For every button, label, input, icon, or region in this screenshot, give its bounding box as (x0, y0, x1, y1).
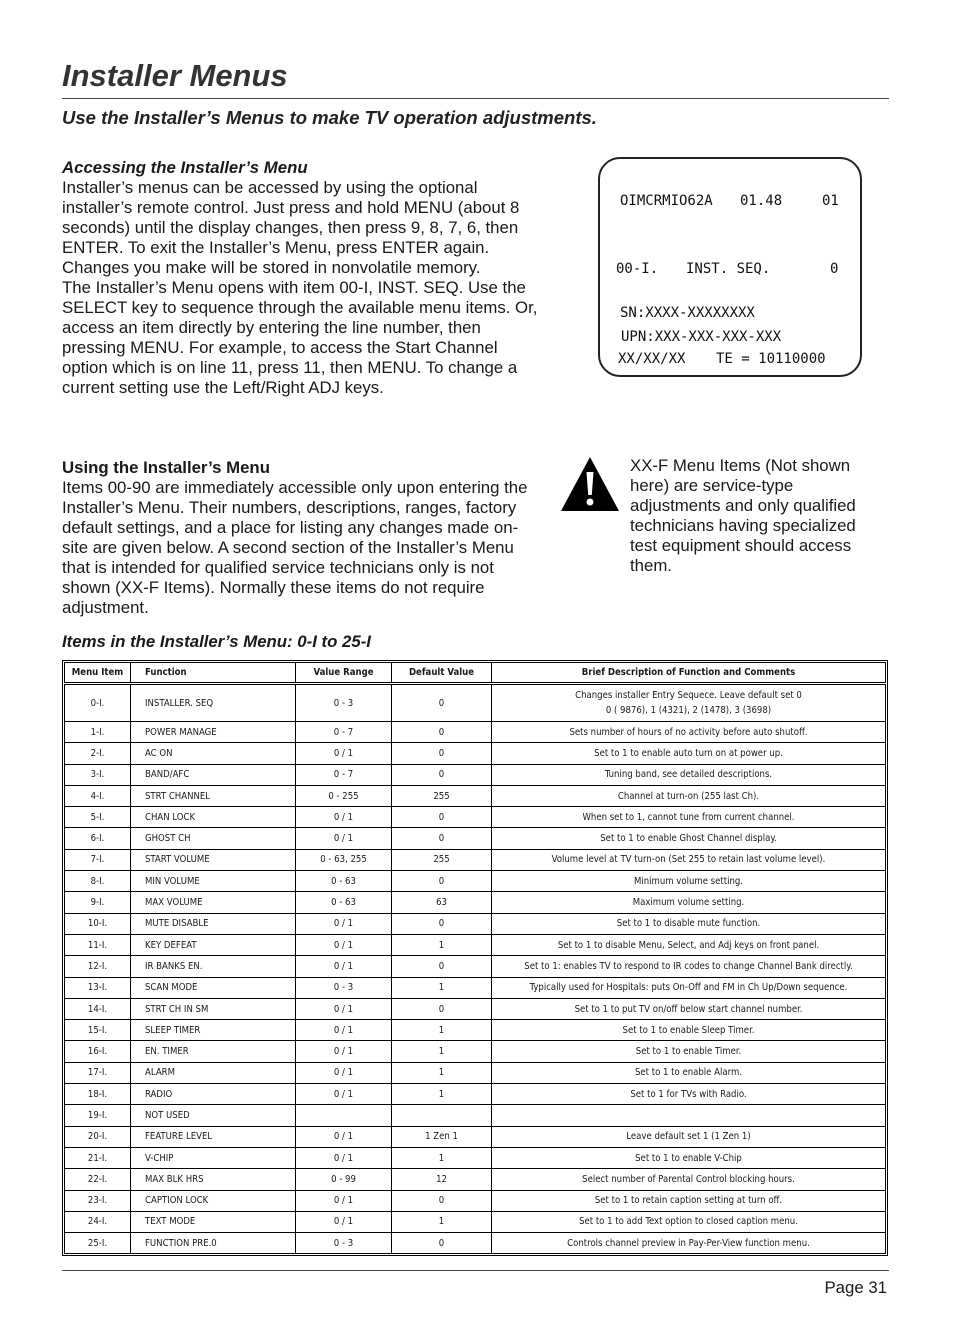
cell-default-value: 0 (392, 684, 492, 722)
cell-default-value: 0 (392, 764, 492, 785)
cell-description: Set to 1 to disable Menu, Select, and Adj keys on front panel. (492, 934, 886, 955)
cell-menu-item: 8-I. (65, 871, 131, 892)
cell-default-value: 1 (392, 1147, 492, 1168)
cell-default-value: 1 (392, 934, 492, 955)
table-row (65, 1190, 886, 1211)
cell-value-range: 0 - 99 (296, 1169, 392, 1190)
cell-description: Set to 1 to enable V-Chip (492, 1147, 886, 1168)
cell-value-range: 0 - 7 (296, 764, 392, 785)
table-row (65, 849, 886, 870)
cell-value-range: 0 - 63 (296, 871, 392, 892)
accessing-heading: Accessing the Installer’s Menu (62, 158, 308, 177)
cell-menu-item: 9-I. (65, 892, 131, 913)
cell-function: TEXT MODE (131, 1211, 296, 1232)
cell-description-line: 0 ( 9876), 1 (4321), 2 (1478), 3 (3698) (605, 705, 772, 716)
cell-menu-item: 15-I. (65, 1020, 131, 1041)
cell-menu-item: 11-I. (65, 934, 131, 955)
display-date: XX/XX/XX (618, 351, 686, 367)
table-row (65, 1126, 886, 1147)
cell-menu-item: 2-I. (65, 743, 131, 764)
cell-value-range: 0 / 1 (296, 828, 392, 849)
table-title: Items in the Installer’s Menu: 0-I to 25-I (62, 632, 371, 651)
cell-function: STRT CHANNEL (131, 785, 296, 806)
cell-function: AC ON (131, 743, 296, 764)
table-header-row (65, 663, 886, 684)
cell-value-range: 0 / 1 (296, 1041, 392, 1062)
cell-function: FEATURE LEVEL (131, 1126, 296, 1147)
table-row (65, 722, 886, 743)
warning-exclamation-dot (587, 499, 594, 506)
cell-description (492, 684, 886, 722)
table-row (65, 1020, 886, 1041)
table-row (65, 1233, 886, 1254)
cell-function: KEY DEFEAT (131, 934, 296, 955)
cell-value-range: 0 - 255 (296, 785, 392, 806)
cell-function: MAX VOLUME (131, 892, 296, 913)
cell-description: Set to 1 to retain caption setting at turn off. (492, 1190, 886, 1211)
table-row (65, 934, 886, 955)
cell-description: Set to 1: enables TV to respond to IR codes to change Channel Bank directly. (492, 956, 886, 977)
cell-function: INSTALLER. SEQ (131, 684, 296, 722)
cell-default-value: 0 (392, 722, 492, 743)
cell-default-value (392, 1105, 492, 1126)
cell-value-range: 0 / 1 (296, 1020, 392, 1041)
header-value-range: Value Range (296, 663, 392, 684)
title-divider (62, 98, 889, 99)
cell-value-range: 0 - 63, 255 (296, 849, 392, 870)
table-row (65, 1211, 886, 1232)
table-row (65, 956, 886, 977)
cell-value-range: 0 / 1 (296, 1190, 392, 1211)
cell-function: IR BANKS EN. (131, 956, 296, 977)
cell-function: RADIO (131, 1084, 296, 1105)
cell-description: Controls channel preview in Pay-Per-View function menu. (492, 1233, 886, 1254)
cell-menu-item: 17-I. (65, 1062, 131, 1083)
cell-value-range: 0 - 3 (296, 684, 392, 722)
cell-function: FUNCTION PRE.0 (131, 1233, 296, 1254)
cell-function: MIN VOLUME (131, 871, 296, 892)
page-subtitle: Use the Installer’s Menus to make TV operation adjustments. (62, 107, 597, 128)
cell-default-value: 1 Zen 1 (392, 1126, 492, 1147)
cell-description: Minimum volume setting. (492, 871, 886, 892)
cell-function: MUTE DISABLE (131, 913, 296, 934)
table-row (65, 743, 886, 764)
cell-description: Set to 1 to put TV on/off below start channel number. (492, 998, 886, 1019)
cell-default-value: 1 (392, 1084, 492, 1105)
cell-description: Set to 1 to enable Ghost Channel display. (492, 828, 886, 849)
header-menu-item: Menu Item (65, 663, 131, 684)
header-description: Brief Description of Function and Comments (492, 663, 886, 684)
cell-function: CAPTION LOCK (131, 1190, 296, 1211)
tv-display-screen (598, 157, 862, 377)
cell-description: Channel at turn-on (255 last Ch). (492, 785, 886, 806)
cell-value-range: 0 / 1 (296, 807, 392, 828)
cell-value-range: 0 - 3 (296, 977, 392, 998)
footer-divider (62, 1270, 889, 1271)
display-item-number: 00-I. (616, 261, 659, 277)
cell-default-value: 12 (392, 1169, 492, 1190)
cell-default-value: 0 (392, 956, 492, 977)
cell-function: NOT USED (131, 1105, 296, 1126)
display-code: 01 (822, 193, 839, 209)
cell-description: Volume level at TV turn-on (Set 255 to retain last volume level). (492, 849, 886, 870)
table-row (65, 828, 886, 849)
accessing-section (62, 158, 542, 398)
cell-default-value: 1 (392, 977, 492, 998)
cell-menu-item: 1-I. (65, 722, 131, 743)
cell-function: ALARM (131, 1062, 296, 1083)
table-row (65, 1041, 886, 1062)
cell-default-value: 63 (392, 892, 492, 913)
table-row (65, 998, 886, 1019)
cell-value-range: 0 / 1 (296, 998, 392, 1019)
display-te: TE = 10110000 (716, 351, 826, 367)
cell-description: Tuning band, see detailed descriptions. (492, 764, 886, 785)
display-version: 01.48 (740, 193, 783, 209)
cell-default-value: 0 (392, 871, 492, 892)
cell-default-value: 0 (392, 913, 492, 934)
cell-function: BAND/AFC (131, 764, 296, 785)
cell-description: Set to 1 to enable auto turn on at power up. (492, 743, 886, 764)
table-row (65, 1105, 886, 1126)
cell-description: Sets number of hours of no activity before auto shutoff. (492, 722, 886, 743)
cell-menu-item: 25-I. (65, 1233, 131, 1254)
cell-menu-item: 6-I. (65, 828, 131, 849)
cell-menu-item: 18-I. (65, 1084, 131, 1105)
cell-value-range: 0 - 63 (296, 892, 392, 913)
table-row (65, 913, 886, 934)
cell-value-range: 0 / 1 (296, 1062, 392, 1083)
cell-default-value: 0 (392, 743, 492, 764)
accessing-paragraph-1: Installer’s menus can be accessed by using the optional installer’s remote control. Just press and hold MENU (about 8 seconds) until the display changes, then press 9, 8, 7, 6, then ENTER. To exit the Installer’s Menu, press ENTER again. Changes you make will be stored in nonvolatile memory. (62, 178, 520, 277)
cell-description: Typically used for Hospitals: puts On-Off and FM in Ch Up/Down sequence. (492, 977, 886, 998)
installer-menu-table (62, 660, 888, 1256)
cell-description: Set to 1 to enable Sleep Timer. (492, 1020, 886, 1041)
cell-value-range: 0 - 3 (296, 1233, 392, 1254)
using-heading: Using the Installer’s Menu (62, 458, 270, 477)
cell-description: Set to 1 to disable mute function. (492, 913, 886, 934)
cell-menu-item: 20-I. (65, 1126, 131, 1147)
cell-menu-item: 13-I. (65, 977, 131, 998)
cell-menu-item: 12-I. (65, 956, 131, 977)
cell-value-range (296, 1105, 392, 1126)
cell-default-value: 255 (392, 849, 492, 870)
cell-description (492, 1105, 886, 1126)
cell-description: Set to 1 for TVs with Radio. (492, 1084, 886, 1105)
display-item-value: 0 (830, 261, 839, 277)
cell-menu-item: 5-I. (65, 807, 131, 828)
cell-function: START VOLUME (131, 849, 296, 870)
cell-function: MAX BLK HRS (131, 1169, 296, 1190)
cell-menu-item: 0-I. (65, 684, 131, 722)
display-upn: UPN:XXX-XXX-XXX-XXX (621, 329, 782, 345)
cell-value-range: 0 / 1 (296, 1147, 392, 1168)
using-section (62, 458, 542, 618)
cell-value-range: 0 / 1 (296, 1211, 392, 1232)
table-row (65, 1062, 886, 1083)
cell-function: POWER MANAGE (131, 722, 296, 743)
cell-function: GHOST CH (131, 828, 296, 849)
display-serial: SN:XXXX-XXXXXXXX (620, 305, 755, 321)
accessing-paragraph-2: The Installer’s Menu opens with item 00-I, INST. SEQ. Use the SELECT key to sequence through the available menu items. Or, access an item directly by entering the line number, then pressing MENU. For example, to access the Start Channel option which is on line 11, press 11, then MENU. To change a current setting use the Left/Right ADJ keys. (62, 278, 538, 397)
cell-default-value: 255 (392, 785, 492, 806)
cell-description: Leave default set 1 (1 Zen 1) (492, 1126, 886, 1147)
cell-default-value: 0 (392, 1190, 492, 1211)
table-row (65, 1084, 886, 1105)
table-row (65, 871, 886, 892)
cell-description: Set to 1 to enable Alarm. (492, 1062, 886, 1083)
table-row (65, 764, 886, 785)
cell-menu-item: 4-I. (65, 785, 131, 806)
cell-default-value: 0 (392, 998, 492, 1019)
cell-menu-item: 23-I. (65, 1190, 131, 1211)
cell-default-value: 0 (392, 828, 492, 849)
cell-function: SLEEP TIMER (131, 1020, 296, 1041)
cell-function: EN. TIMER (131, 1041, 296, 1062)
warning-text: XX-F Menu Items (Not shown here) are service-type adjustments and only qualified technicians having specialized test equipment should access them. (630, 456, 856, 575)
cell-function: SCAN MODE (131, 977, 296, 998)
cell-menu-item: 22-I. (65, 1169, 131, 1190)
cell-value-range: 0 / 1 (296, 913, 392, 934)
cell-value-range: 0 / 1 (296, 1126, 392, 1147)
cell-default-value: 1 (392, 1020, 492, 1041)
cell-menu-item: 7-I. (65, 849, 131, 870)
table-row (65, 684, 886, 722)
table-row (65, 1147, 886, 1168)
cell-menu-item: 21-I. (65, 1147, 131, 1168)
cell-default-value: 1 (392, 1062, 492, 1083)
header-function: Function (131, 663, 296, 684)
table-row (65, 1169, 886, 1190)
cell-value-range: 0 - 7 (296, 722, 392, 743)
cell-value-range: 0 / 1 (296, 1084, 392, 1105)
cell-function: CHAN LOCK (131, 807, 296, 828)
cell-description: When set to 1, cannot tune from current channel. (492, 807, 886, 828)
cell-value-range: 0 / 1 (296, 743, 392, 764)
warning-triangle-icon (559, 455, 621, 513)
cell-description: Maximum volume setting. (492, 892, 886, 913)
using-paragraph: Items 00-90 are immediately accessible only upon entering the Installer’s Menu. Their numbers, descriptions, ranges, factory default settings, and a place for listing any changes made on-site are given below. A second section of the Installer’s Menu that is intended for qualified service technicians only is not shown (XX-F Items). Normally these items do not require adjustment. (62, 478, 528, 617)
items-table (64, 662, 886, 1254)
cell-menu-item: 10-I. (65, 913, 131, 934)
header-default-value: Default Value (392, 663, 492, 684)
display-item-name: INST. SEQ. (686, 261, 771, 277)
cell-function: STRT CH IN SM (131, 998, 296, 1019)
cell-default-value: 0 (392, 1233, 492, 1254)
cell-description: Select number of Parental Control blocking hours. (492, 1169, 886, 1190)
cell-menu-item: 19-I. (65, 1105, 131, 1126)
cell-default-value: 0 (392, 807, 492, 828)
cell-description-line: Changes installer Entry Sequece. Leave default set 0 (575, 690, 802, 701)
cell-description: Set to 1 to enable Timer. (492, 1041, 886, 1062)
table-row (65, 785, 886, 806)
table-row (65, 977, 886, 998)
page-title: Installer Menus (62, 58, 288, 93)
cell-menu-item: 24-I. (65, 1211, 131, 1232)
cell-function: V-CHIP (131, 1147, 296, 1168)
table-row (65, 807, 886, 828)
table-row (65, 892, 886, 913)
cell-value-range: 0 / 1 (296, 934, 392, 955)
cell-menu-item: 3-I. (65, 764, 131, 785)
cell-description: Set to 1 to add Text option to closed caption menu. (492, 1211, 886, 1232)
cell-menu-item: 16-I. (65, 1041, 131, 1062)
cell-value-range: 0 / 1 (296, 956, 392, 977)
cell-default-value: 1 (392, 1211, 492, 1232)
display-model: OIMCRMIO62A (620, 193, 713, 209)
cell-menu-item: 14-I. (65, 998, 131, 1019)
page-number: Page 31 (824, 1278, 887, 1297)
cell-default-value: 1 (392, 1041, 492, 1062)
